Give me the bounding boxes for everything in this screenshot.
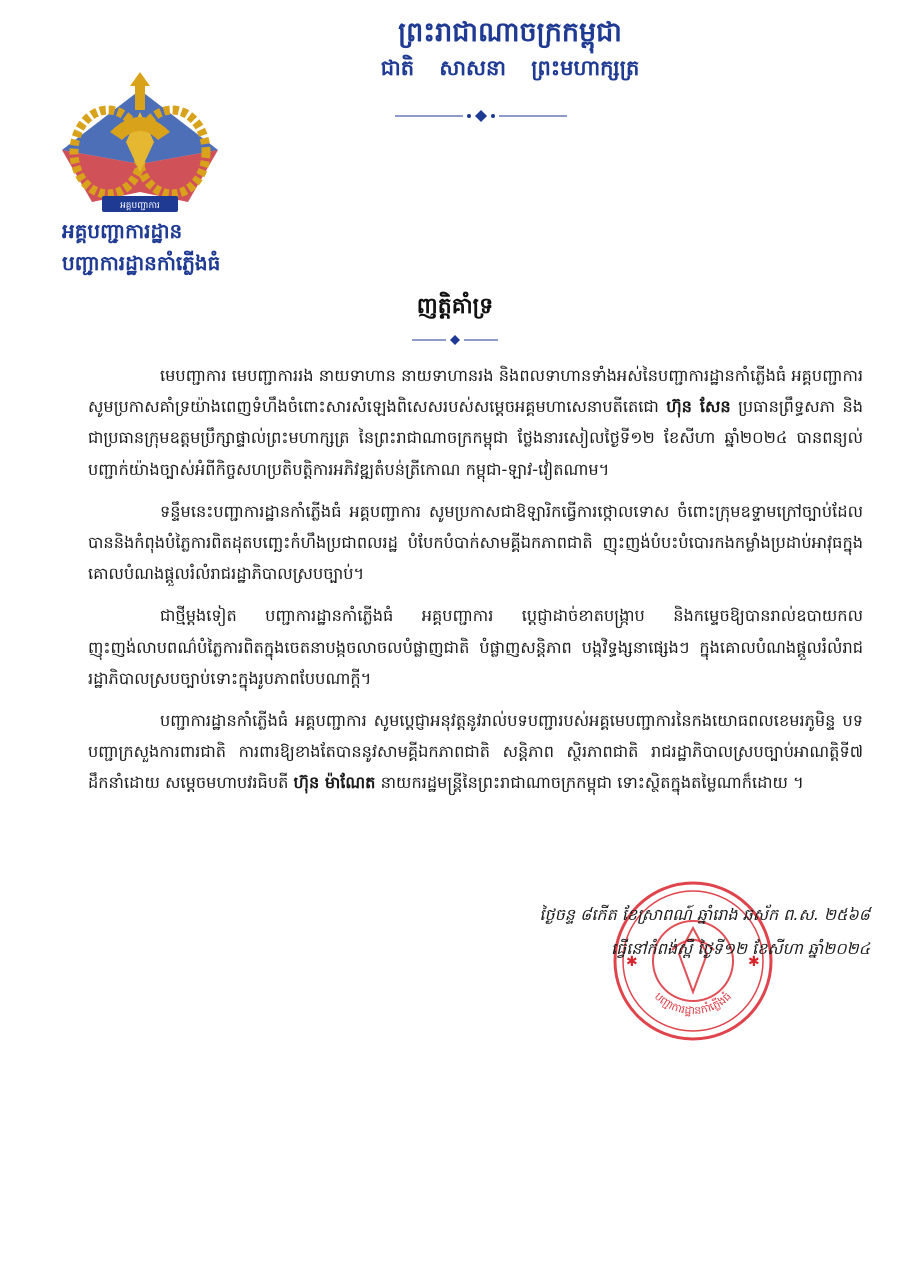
logo-ribbon-text: អគ្គបញ្ជាការ: [120, 201, 160, 211]
name-hun-sen: ហ៊ុន សែន: [666, 397, 731, 417]
paragraph-4-part-a: បញ្ជាការដ្ឋានកាំភ្លើងធំ អគ្គបញ្ជាការ សូមប្តេជ្ញាអនុវត្តនូវរាល់បទបញ្ជារបស់អគ្គមេបញ្ជាការនៃកងយោធពលខេមរភូមិន្ទ បទបញ្ជាក្រសួងការពារជាតិ ការពារឱ្យខាងតែបាននូវសាមគ្គីឯកភាពជាតិ សន្តិភាព ស្ថិរភាពជាតិ រាជរដ្ឋាភិបាលស្របច្បាប់អាណត្តិទី៧ ដឹកនាំដោយ សម្តេចមហាបវរធិបតី: [88, 711, 863, 793]
paragraph-1: [88, 360, 863, 485]
name-hun-manet: ហ៊ុន ម៉ាណែត: [293, 773, 376, 793]
statement-body: [88, 360, 863, 810]
paragraph-1-part-b: ប្រធានព្រឹទ្ធសភា និងជាប្រធានក្រុមឧត្តមប្រឹក្សាផ្ទាល់ព្រះមហាក្សត្រ នៃព្រះរាជាណាចក្រកម្ពុជា ថ្លែងនារសៀលថ្ងៃទី១២ ខែសីហា ឆ្នាំ២០២៤ បានពន្យល់បញ្ជាក់យ៉ាងច្បាស់អំពីកិច្ចសហប្រតិបត្តិការអភិវឌ្ឍតំបន់ត្រីកោណ កម្ពុជា-ឡាវ-វៀតណាម។: [88, 397, 863, 479]
header-ornament: [395, 108, 567, 124]
title-ornament: [412, 334, 498, 346]
solar-date-place: ធ្វើនៅកំពង់ស្ពឺ ថ្ងៃទី១២ ខែសីហា ឆ្នាំ២០២៤: [610, 939, 870, 958]
artillery-emblem-logo: [58, 72, 222, 222]
paragraph-3: ជាថ្មីម្តងទៀត បញ្ជាការដ្ឋានកាំភ្លើងធំ អគ្គបញ្ជាការ ប្តេជ្ញាដាច់ខាតបង្ក្រាប និងកម្ទេចឱ្យបានរាល់ឧបាយកលញុះញង់លាបពណ៌បំភ្លៃការពិតក្នុងចេតនាបង្កចលាចលបំផ្លាញជាតិ បំផ្លាញសន្តិភាព បង្កវិទ្ធង្សនាផ្សេងៗ ក្នុងគោលបំណងផ្តួលរំលំរាជរដ្ឋាភិបាលស្របច្បាប់ទោះក្នុងរូបភាពបែបណាក្តី។: [88, 606, 863, 688]
seal-star-left: ✱: [626, 954, 638, 970]
dateline: [440, 898, 870, 966]
org-line-1: អគ្គបញ្ជាការដ្ឋាន: [62, 219, 183, 243]
lunar-date: ថ្ងៃចន្ទ ៨កើត ខែស្រាពណ៍ ឆ្នាំរោង ឆស័ក ព.ស. ២៥៦៨: [539, 905, 870, 924]
organization-name: [62, 215, 220, 279]
org-line-2: បញ្ជាការដ្ឋានកាំភ្លើងធំ: [62, 251, 221, 275]
seal-text: បញ្ជាការដ្ឋានកាំភ្លើងធំ: [651, 989, 735, 1018]
seal-star-right: ✱: [748, 954, 760, 970]
document-title: ញត្តិគាំទ្រ: [416, 293, 494, 319]
paragraph-1-part-a: មេបញ្ជាការ មេបញ្ជាការរង នាយទាហាន នាយទាហានរង និងពលទាហានទាំងអស់នៃបញ្ជាការដ្ឋានកាំភ្លើងធំ អគ្គបញ្ជាការ សូមប្រកាសគាំទ្រយ៉ាងពេញទំហឹងចំពោះសារសំឡេងពិសេសរបស់សម្តេចអគ្គមហាសេនាបតីតេជោ: [88, 366, 863, 417]
paragraph-4: [88, 705, 863, 799]
paragraph-2: ទន្ទឹមនេះបញ្ជាការដ្ឋានកាំភ្លើងធំ អគ្គបញ្ជាការ សូមប្រកាសជាឱឡារិកធ្វើការថ្កោលទោស ចំពោះក្រុមឧទ្ទាមក្រៅច្បាប់ដែលបាននិងកំពុងបំភ្លៃការពិតដុតបញ្ឆេះកំហឹងប្រជាពលរដ្ឋ បំបែកបំបាក់សាមគ្គីឯកភាពជាតិ ញុះញង់បំបះបំបោរកងកម្លាំងប្រដាប់អាវុធក្នុងគោលបំណងផ្តួលរំលំរាជរដ្ឋាភិបាលស្របច្បាប់។: [88, 501, 863, 584]
national-motto: ជាតិ សាសនា ព្រះមហាក្សត្រ: [380, 55, 640, 80]
paragraph-4-part-b: នាយករដ្ឋមន្ត្រីនៃព្រះរាជាណាចក្រកម្ពុជា ទោះស្ថិតក្នុងតម្លៃណាក៏ដោយ ។: [380, 773, 804, 793]
kingdom-heading: ព្រះរាជាណាចក្រកម្ពុជា: [398, 17, 622, 48]
